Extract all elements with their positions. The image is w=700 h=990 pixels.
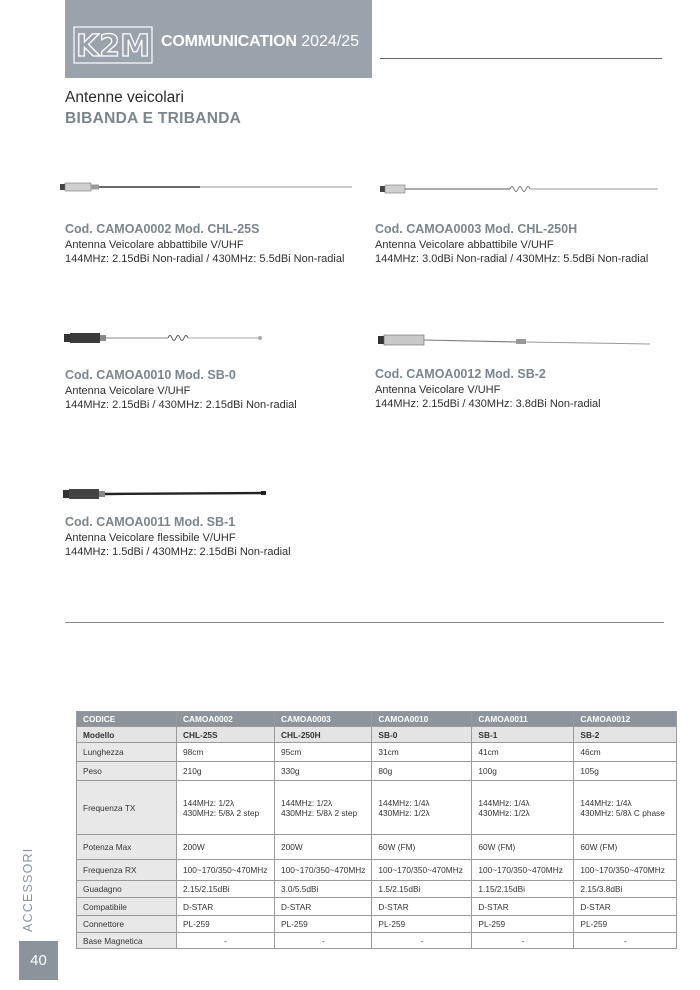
section-title: BIBANDA E TRIBANDA (65, 110, 242, 127)
product-specs: 144MHz: 3.0dBi Non-radial / 430MHz: 5.5dBi Non-radial (375, 253, 649, 265)
table-row (77, 835, 677, 860)
cell-line: 430MHz: 5/8λ C phase (580, 807, 665, 818)
table-cell: PL-259 (372, 916, 472, 933)
antenna-image-sb-1 (63, 486, 267, 502)
table-cell: - (275, 933, 372, 949)
product-code: Cod. CAMOA0003 Mod. CHL-250H (375, 222, 578, 236)
table-row (77, 881, 677, 898)
k2m-logo (73, 26, 153, 64)
header-brand-title: COMMUNICATION (161, 33, 297, 50)
table-cell: 1.5/2.15dBi (372, 881, 472, 898)
product-code: Cod. CAMOA0002 Mod. CHL-25S (65, 222, 260, 236)
table-header-cell: CAMOA0002 (177, 712, 275, 727)
table-cell: - (177, 933, 275, 949)
table-cell: 60W (FM) (574, 835, 677, 860)
product-description: Antenna Veicolare flessibile V/UHF (65, 532, 236, 544)
cell-line: 430MHz: 1/2λ (478, 807, 530, 818)
table-cell: D-STAR (574, 898, 677, 916)
cell-line: 144MHz: 1/4λ (580, 797, 632, 808)
cell-line: 430MHz: 5/8λ 2 step (281, 807, 358, 818)
table-cell: D-STAR (472, 898, 574, 916)
table-cell: 31cm (372, 743, 472, 762)
table-header-label: CODICE (77, 712, 177, 727)
cell-line: 430MHz: 5/8λ 2 step (183, 807, 260, 818)
table-cell (275, 781, 372, 835)
product-description: Antenna Veicolare V/UHF (65, 385, 191, 397)
table-cell: CHL-250H (275, 727, 372, 743)
product-code: Cod. CAMOA0010 Mod. SB-0 (65, 368, 236, 382)
row-label: Guadagno (77, 881, 177, 898)
product-specs: 144MHz: 2.15dBi / 430MHz: 2.15dBi Non-radial (65, 399, 297, 411)
table-cell: SB-2 (574, 727, 677, 743)
table-cell (574, 781, 677, 835)
table-row (77, 916, 677, 933)
table-cell: 46cm (574, 743, 677, 762)
table-header-row (77, 712, 677, 727)
product-specs: 144MHz: 1.5dBi / 430MHz: 2.15dBi Non-radial (65, 546, 291, 558)
table-cell (177, 781, 275, 835)
row-label: Connettore (77, 916, 177, 933)
table-cell: 3.0/5.5dBi (275, 881, 372, 898)
cell-line: 144MHz: 1/4λ (378, 797, 430, 808)
header-title (161, 33, 359, 51)
table-row (77, 781, 677, 835)
table-cell: 95cm (275, 743, 372, 762)
row-label: Base Magnetica (77, 933, 177, 949)
row-label: Frequenza TX (77, 781, 177, 835)
table-header-cell: CAMOA0011 (472, 712, 574, 727)
table-row (77, 727, 677, 743)
header-year: 2024/25 (301, 33, 360, 50)
table-cell: PL-259 (275, 916, 372, 933)
table-cell: 41cm (472, 743, 574, 762)
table-cell: 100~170/350~470MHz (472, 860, 574, 881)
table-cell: PL-259 (472, 916, 574, 933)
table-cell: 100~170/350~470MHz (574, 860, 677, 881)
row-label: Frequenza RX (77, 860, 177, 881)
page-number: 40 (30, 952, 47, 969)
row-label: Potenza Max (77, 835, 177, 860)
table-cell: 330g (275, 762, 372, 781)
table-row (77, 762, 677, 781)
table-cell: 100~170/350~470MHz (177, 860, 275, 881)
table-cell: - (372, 933, 472, 949)
table-cell: - (472, 933, 574, 949)
antenna-image-sb-2 (378, 332, 650, 348)
table-cell: 200W (177, 835, 275, 860)
table-row (77, 743, 677, 762)
cell-line: 144MHz: 1/4λ (478, 797, 530, 808)
product-code: Cod. CAMOA0011 Mod. SB-1 (65, 515, 236, 529)
table-row (77, 860, 677, 881)
table-cell: PL-259 (574, 916, 677, 933)
row-label: Peso (77, 762, 177, 781)
table-cell: 100~170/350~470MHz (275, 860, 372, 881)
product-chl-250h (375, 221, 648, 266)
section-subtitle: Antenne veicolari (65, 89, 184, 106)
header-divider (380, 58, 662, 59)
product-sb-2 (375, 366, 601, 411)
cell-line: 144MHz: 1/2λ (281, 797, 333, 808)
table-cell: 80g (372, 762, 472, 781)
category-label: ACCESSORI (21, 847, 35, 932)
product-chl-25s (65, 221, 344, 266)
table-cell: 2.15/3.8dBi (574, 881, 677, 898)
table-cell: - (574, 933, 677, 949)
antenna-image-chl-25s (60, 180, 352, 194)
product-sb-0 (65, 367, 297, 412)
table-cell: D-STAR (372, 898, 472, 916)
product-code: Cod. CAMOA0012 Mod. SB-2 (375, 367, 546, 381)
table-row (77, 933, 677, 949)
table-cell: SB-1 (472, 727, 574, 743)
table-cell: 60W (FM) (472, 835, 574, 860)
table-cell: D-STAR (275, 898, 372, 916)
table-header-cell: CAMOA0012 (574, 712, 677, 727)
table-cell: 98cm (177, 743, 275, 762)
table-cell (372, 781, 472, 835)
table-cell: 105g (574, 762, 677, 781)
page-number-tab (19, 941, 58, 980)
table-cell: PL-259 (177, 916, 275, 933)
antenna-image-sb-0 (64, 330, 264, 346)
table-cell: D-STAR (177, 898, 275, 916)
table-cell: 1.15/2.15dBi (472, 881, 574, 898)
table-cell: 60W (FM) (372, 835, 472, 860)
table-cell: 200W (275, 835, 372, 860)
logo-text: K2M (76, 29, 150, 64)
cell-line: 144MHz: 1/2λ (183, 797, 235, 808)
cell-line: 430MHz: 1/2λ (378, 807, 430, 818)
header-band (65, 0, 372, 78)
product-description: Antenna Veicolare abbattibile V/UHF (65, 239, 244, 251)
table-cell: 100~170/350~470MHz (372, 860, 472, 881)
product-description: Antenna Veicolare abbattibile V/UHF (375, 239, 554, 251)
section-divider (65, 622, 664, 623)
specifications-table (76, 711, 677, 949)
table-cell: CHL-25S (177, 727, 275, 743)
table-cell: 100g (472, 762, 574, 781)
table-row (77, 898, 677, 916)
table-header-cell: CAMOA0003 (275, 712, 372, 727)
antenna-image-chl-250h (380, 182, 658, 196)
product-sb-1 (65, 514, 291, 559)
row-label: Modello (77, 727, 177, 743)
table-cell (472, 781, 574, 835)
table-cell: 210g (177, 762, 275, 781)
table-cell: 2.15/2.15dBi (177, 881, 275, 898)
table-cell: SB-0 (372, 727, 472, 743)
product-description: Antenna Veicolare V/UHF (375, 384, 501, 396)
product-specs: 144MHz: 2.15dBi / 430MHz: 3.8dBi Non-radial (375, 398, 601, 410)
product-specs: 144MHz: 2.15dBi Non-radial / 430MHz: 5.5dBi Non-radial (65, 253, 345, 265)
row-label: Lunghezza (77, 743, 177, 762)
table-header-cell: CAMOA0010 (372, 712, 472, 727)
row-label: Compatibile (77, 898, 177, 916)
